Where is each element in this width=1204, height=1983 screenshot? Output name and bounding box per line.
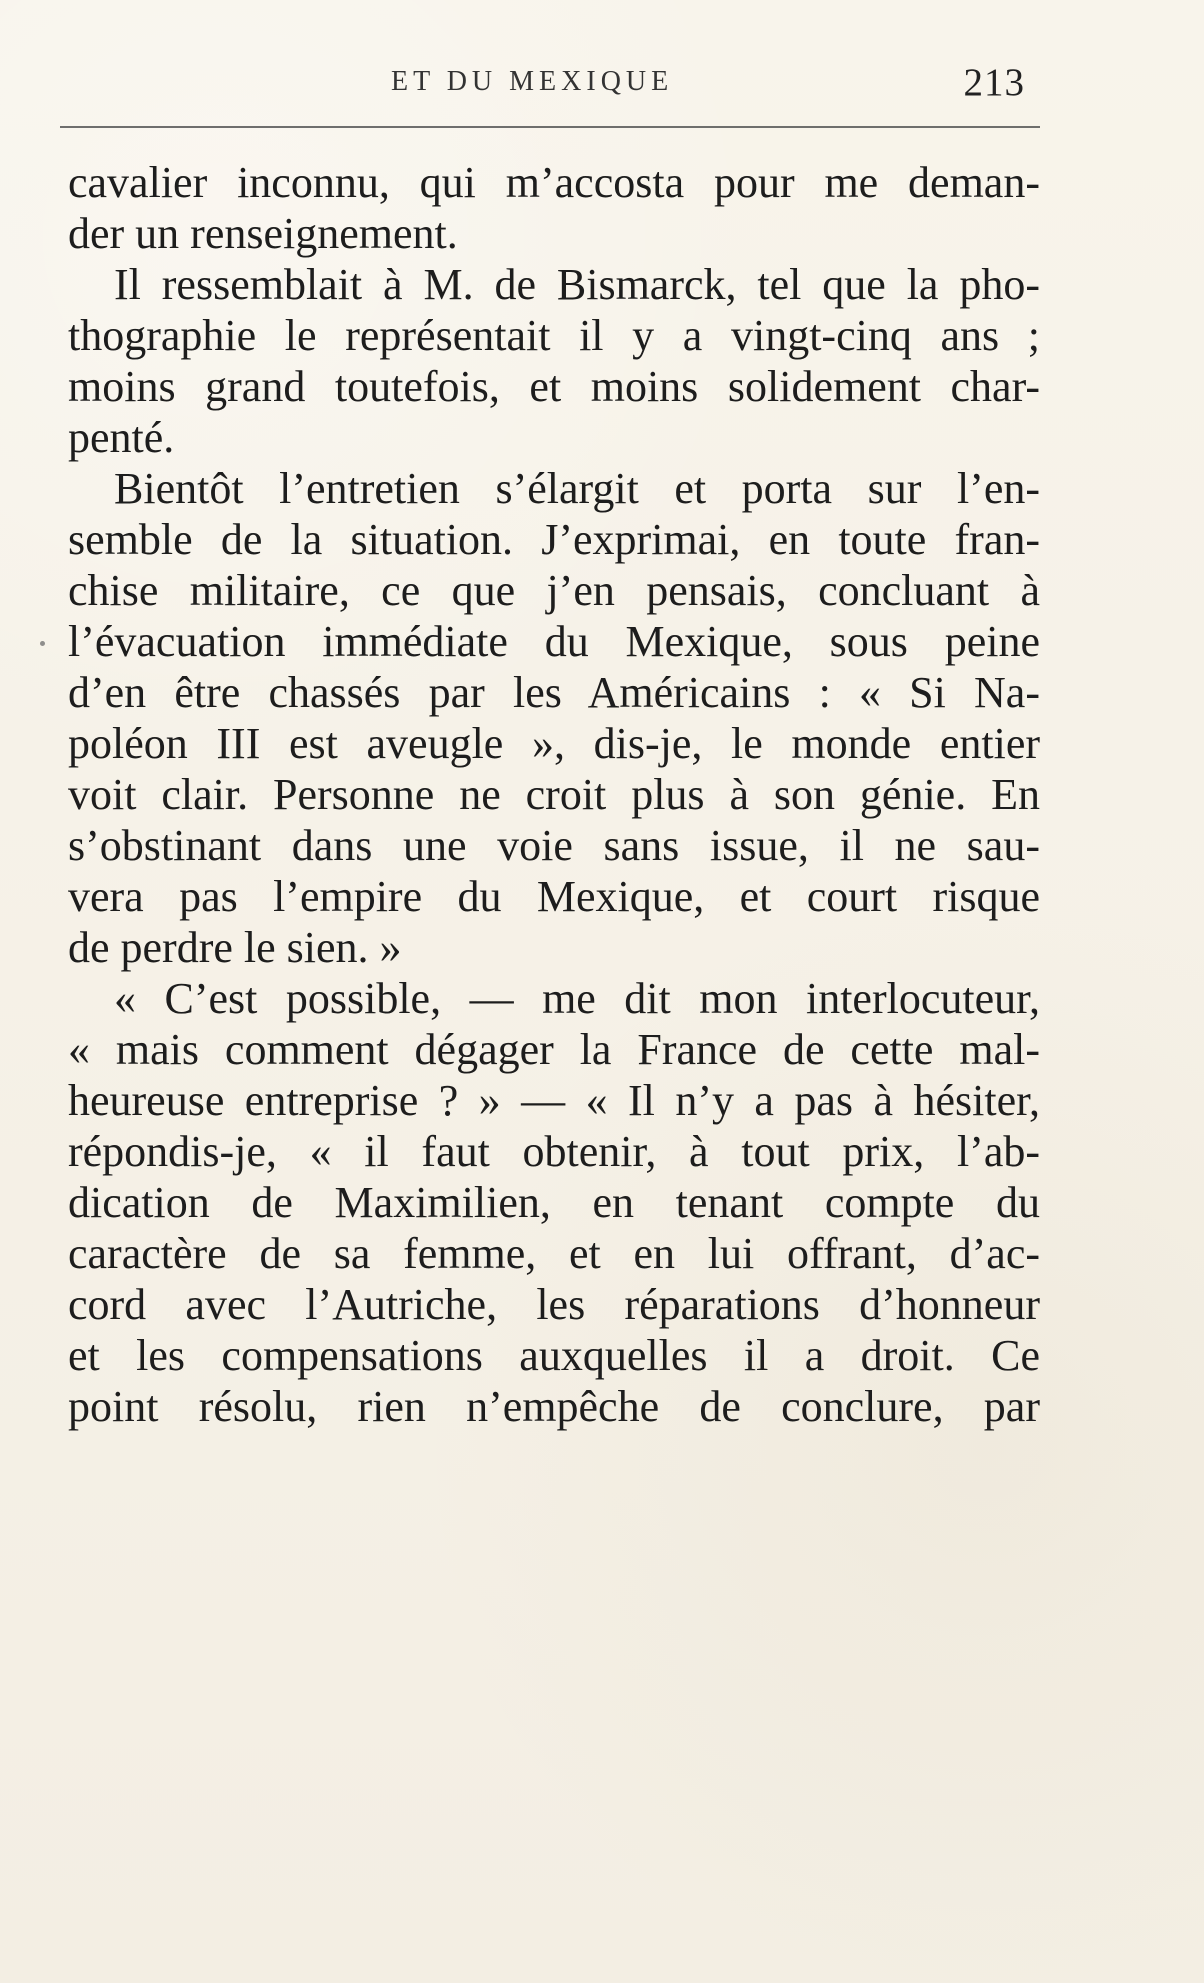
text-line: vera pas l’empire du Mexique, et court risque (68, 872, 1040, 921)
text-line: cord avec l’Autriche, les réparations d’honneur (68, 1280, 1040, 1329)
text-line: dication de Maximilien, en tenant compte du (68, 1178, 1040, 1227)
text-line: voit clair. Personne ne croit plus à son génie. En (68, 770, 1040, 819)
header-rule (60, 126, 1040, 128)
page-mark (40, 641, 45, 646)
text-line: poléon III est aveugle », dis-je, le monde entier (68, 719, 1040, 768)
page-number: 213 (963, 61, 1025, 104)
text-line: moins grand toutefois, et moins solidement char- (68, 362, 1040, 411)
text-line: « mais comment dégager la France de cette mal- (68, 1025, 1040, 1074)
text-line: et les compensations auxquelles il a droit. Ce (68, 1331, 1040, 1380)
text-line: point résolu, rien n’empêche de conclure, par (68, 1382, 1040, 1431)
text-line: « C’est possible, — me dit mon interlocuteur, (114, 974, 1040, 1023)
text-line: caractère de sa femme, et en lui offrant, d’ac- (68, 1229, 1040, 1278)
text-line: répondis-je, « il faut obtenir, à tout prix, l’ab- (68, 1127, 1040, 1176)
running-title: ET DU MEXIQUE (391, 66, 674, 97)
text-line: semble de la situation. J’exprimai, en toute fran- (68, 515, 1040, 564)
text-line: thographie le représentait il y a vingt-cinq ans ; (68, 311, 1040, 360)
text-line: de perdre le sien. » (68, 923, 402, 972)
text-line: penté. (68, 413, 175, 462)
text-line: l’évacuation immédiate du Mexique, sous peine (68, 617, 1040, 666)
text-line: cavalier inconnu, qui m’accosta pour me deman- (68, 158, 1040, 207)
text-line: heureuse entreprise ? » — « Il n’y a pas à hésiter, (68, 1076, 1040, 1125)
text-line: der un renseignement. (68, 209, 458, 258)
text-line: s’obstinant dans une voie sans issue, il ne sau- (68, 821, 1040, 870)
text-line: Il ressemblait à M. de Bismarck, tel que la pho- (114, 260, 1040, 309)
page-header (60, 61, 1040, 104)
text-line: Bientôt l’entretien s’élargit et porta sur l’en- (114, 464, 1040, 513)
text-line: d’en être chassés par les Américains : « Si Na- (68, 668, 1040, 717)
text-line: chise militaire, ce que j’en pensais, concluant à (68, 566, 1040, 615)
